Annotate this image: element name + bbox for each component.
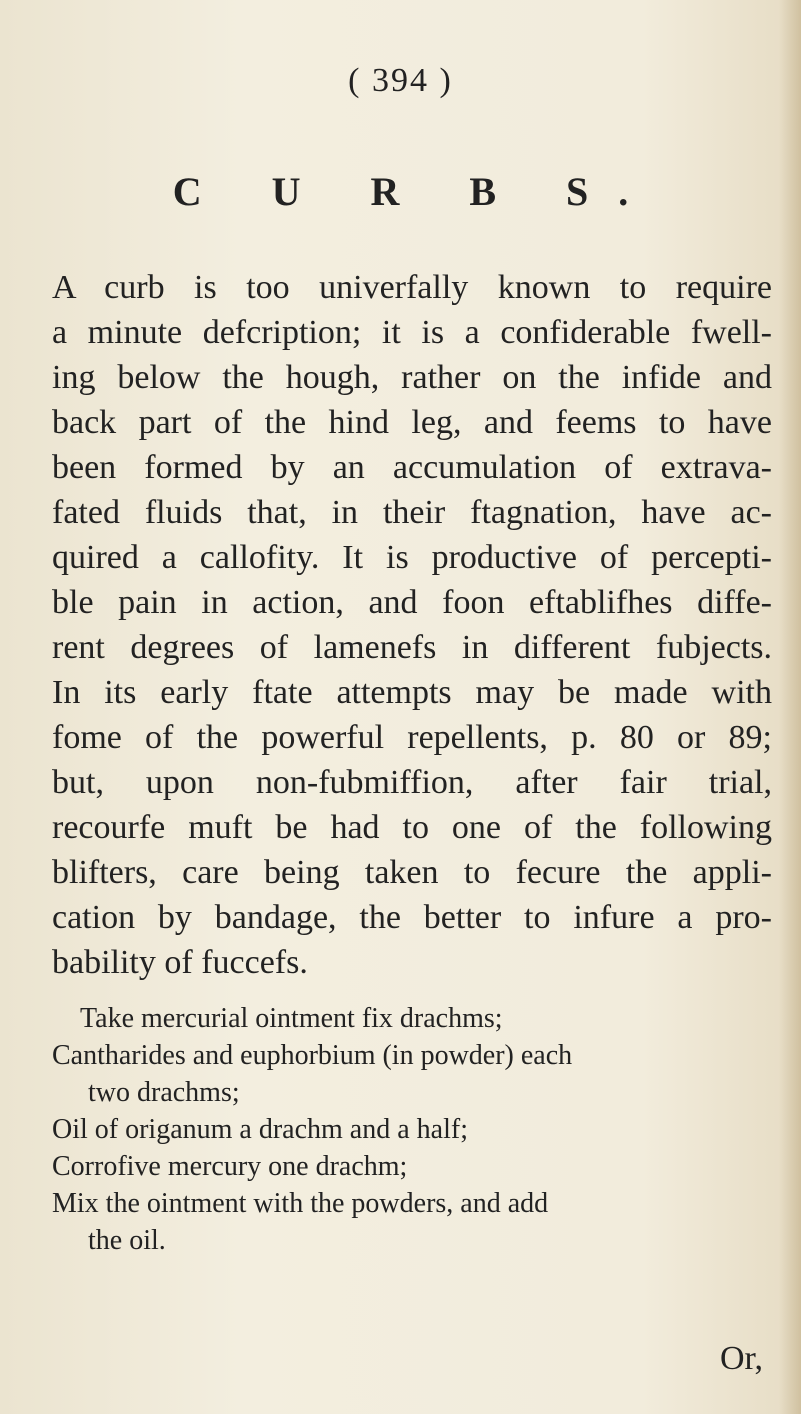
body-line: In its early ftate attempts may be made with [52,674,772,711]
recipe-line: two drachms; [88,1077,240,1108]
body-line: recourfe muft be had to one of the following [52,809,772,846]
body-line: fome of the powerful repellents, p. 80 or 89; [52,719,772,756]
body-line: quired a callofity. It is productive of percepti- [52,539,772,576]
body-line: a minute defcription; it is a confiderable fwell- [52,314,772,351]
recipe-line: Cantharides and euphorbium (in powder) each [52,1040,573,1071]
catchword: Or, [719,1340,763,1377]
body-line: but, upon non-fubmiffion, after fair trial, [52,764,772,801]
recipe-line: the oil. [88,1225,166,1256]
body-line: fated fluids that, in their ftagnation, have ac- [52,494,772,531]
body-line: rent degrees of lamenefs in different fubjects. [52,629,772,666]
section-heading: C U R B S. [172,169,659,214]
body-line: been formed by an accumulation of extrava- [52,449,772,486]
body-paragraph [52,265,772,985]
recipe-line: Take mercurial ointment fix drachms; [80,1003,503,1034]
recipe-block [52,1000,772,1259]
recipe-line: Oil of origanum a drachm and a half; [52,1114,468,1145]
body-line: ble pain in action, and foon eftablifhes diffe- [52,584,772,621]
body-line: back part of the hind leg, and feems to have [52,404,772,441]
body-line: ing below the hough, rather on the infide and [52,359,772,396]
recipe-line: Corrofive mercury one drachm; [52,1151,408,1182]
recipe-line: Mix the ointment with the powders, and add [52,1188,549,1219]
body-line: A curb is too univerfally known to require [52,269,772,306]
body-line: bability of fuccefs. [52,944,308,981]
body-line: cation by bandage, the better to infure a pro- [52,899,772,936]
body-line: blifters, care being taken to fecure the appli- [52,854,772,891]
page-number: ( 394 ) [348,62,453,99]
